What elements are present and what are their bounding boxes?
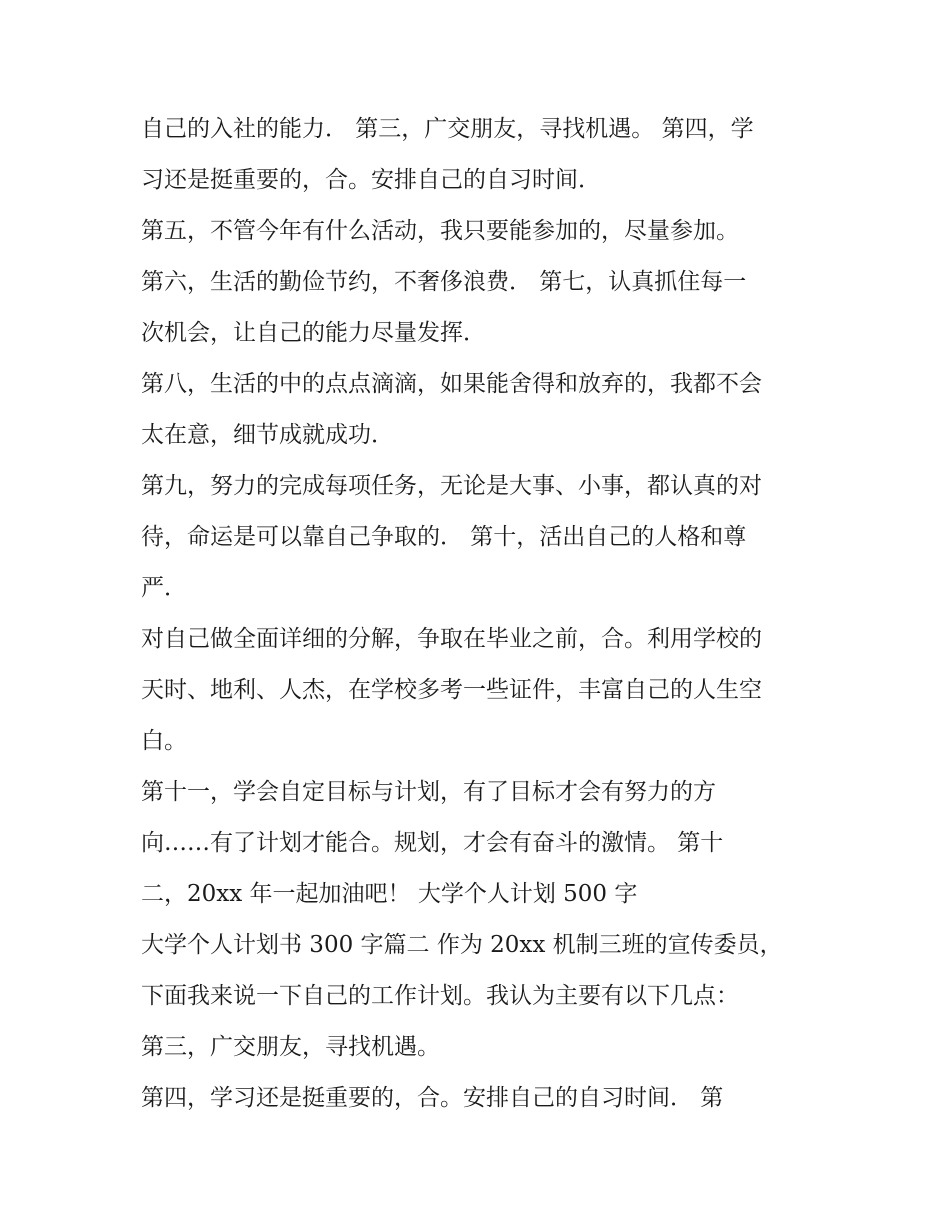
text-line: 自己的入社的能力． 第三，广交朋友，寻找机遇。 第四，学 bbox=[141, 116, 754, 142]
text-line: 大学个人计划书 300 字篇二 作为 20xx 机制三班的宣传委员， bbox=[141, 932, 783, 958]
text-line: 严． bbox=[141, 575, 187, 601]
text-line: 对自己做全面详细的分解，争取在毕业之前，合。利用学校的 bbox=[141, 626, 762, 652]
text-line: 第四，学习还是挺重要的，合。安排自己的自习时间． 第 bbox=[141, 1085, 724, 1111]
text-line: 第八，生活的中的点点滴滴，如果能舍得和放弃的，我都不会 bbox=[141, 371, 762, 397]
text-line: 第六，生活的勤俭节约，不奢侈浪费． 第七，认真抓住每一 bbox=[141, 269, 747, 295]
text-line: 习还是挺重要的，合。安排自己的自习时间． bbox=[141, 167, 601, 193]
text-line: 向……有了计划才能合。规划，才会有奋斗的激情。 第十 bbox=[141, 830, 724, 856]
text-line: 第九，努力的完成每项任务，无论是大事、小事，都认真的对 bbox=[141, 473, 762, 499]
document-body bbox=[141, 107, 821, 1127]
text-line: 二，20xx 年一起加油吧！ 大学个人计划 500 字 bbox=[141, 881, 638, 907]
text-line: 待，命运是可以靠自己争取的． 第十，活出自己的人格和尊 bbox=[141, 524, 747, 550]
text-line: 次机会，让自己的能力尽量发挥． bbox=[141, 320, 486, 346]
text-line: 白。 bbox=[141, 728, 187, 754]
text-line: 第五，不管今年有什么活动，我只要能参加的，尽量参加。 bbox=[141, 218, 739, 244]
text-line: 第十一，学会自定目标与计划，有了目标才会有努力的方 bbox=[141, 779, 716, 805]
text-line: 下面我来说一下自己的工作计划。我认为主要有以下几点： bbox=[141, 983, 739, 1009]
text-line: 第三，广交朋友，寻找机遇。 bbox=[141, 1034, 440, 1060]
text-line: 太在意，细节成就成功． bbox=[141, 422, 394, 448]
text-line: 天时、地利、人杰，在学校多考一些证件，丰富自己的人生空 bbox=[141, 677, 762, 703]
